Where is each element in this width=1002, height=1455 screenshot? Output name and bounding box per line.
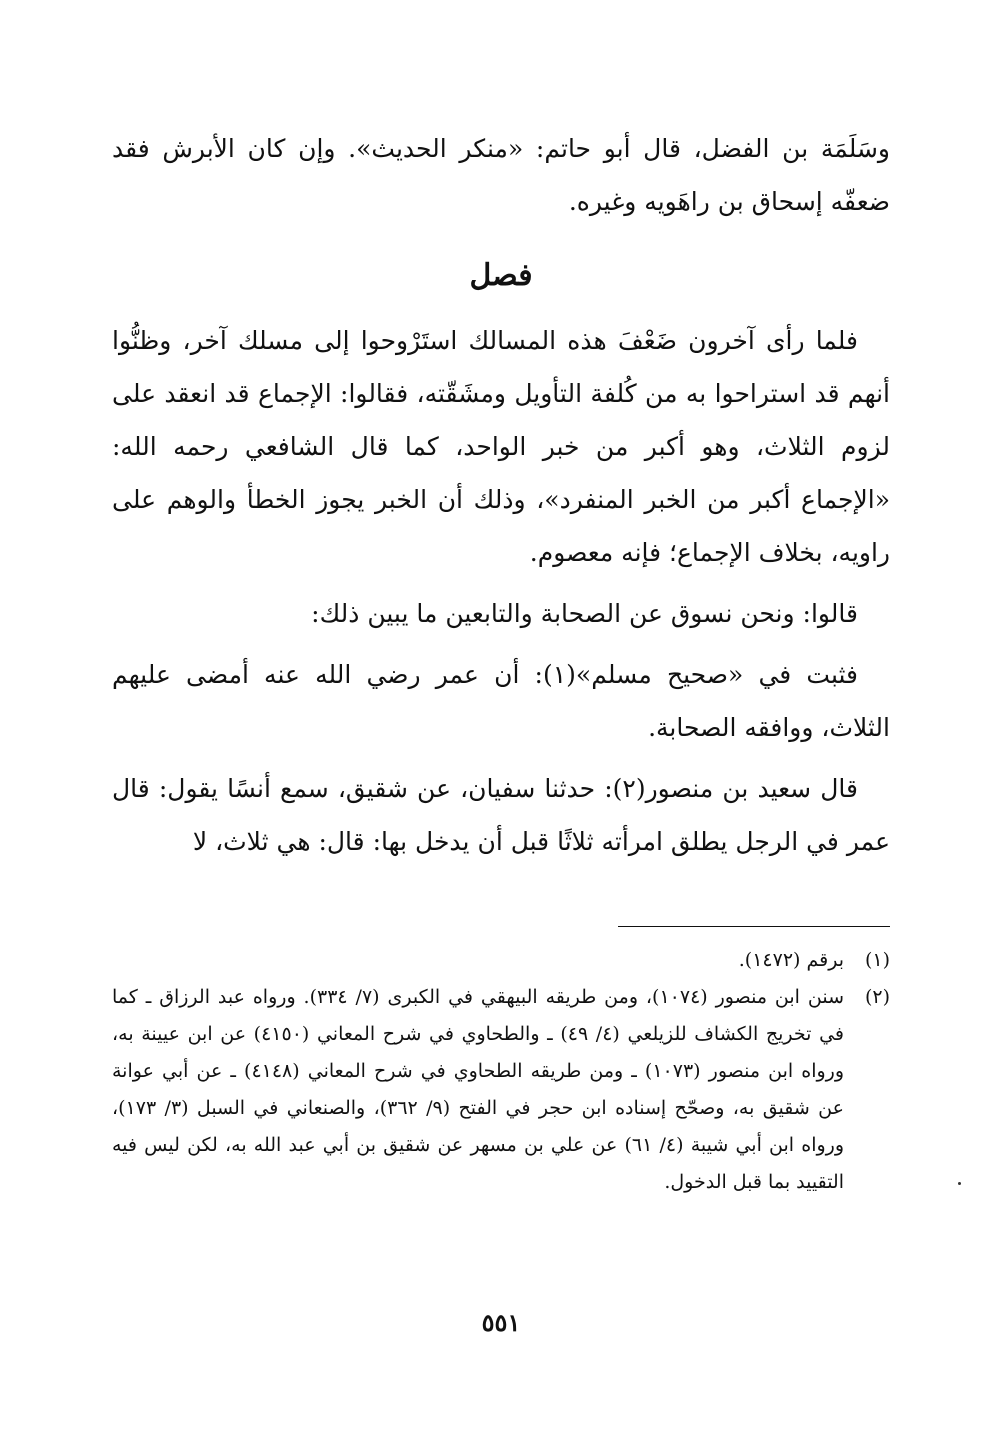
paragraph-5: قال سعيد بن منصور(٢): حدثنا سفيان، عن شقيق، سمع أنسًا يقول: قال عمر في الرجل يطلق امرأته ثلاثًا قبل أن يدخل بها: قال: هي ثلاث، لا: [112, 774, 890, 856]
footnote-2: [112, 979, 890, 1201]
footnote-1: [112, 942, 890, 979]
paragraph-4: فثبت في «صحيح مسلم»(١): أن عمر رضي الله عنه أمضى عليهم الثلاث، ووافقه الصحابة.: [112, 660, 890, 742]
paragraph-3: قالوا: ونحن نسوق عن الصحابة والتابعين ما يبين ذلك:: [311, 599, 858, 628]
footnote-text: سنن ابن منصور (١٠٧٤)، ومن طريقه البيهقي في الكبرى (٧/ ٣٣٤). ورواه عبد الرزاق ـ كما في تخريج الكشاف للزيلعي (٤/ ٤٩) ـ والطحاوي في شرح المعاني (٤١٥٠) عن ابن عيينة به، ورواه ابن منصور (١٠٧٣) ـ ومن طريقه الطحاوي في شرح المعاني (٤١٤٨) ـ عن أبي عوانة عن شقيق به، وصحّح إسناده ابن حجر في الفتح (٩/ ٣٦٢)، والصنعاني في السبل (٣/ ١٧٣)، ورواه ابن أبي شيبة (٤/ ٦١) عن علي بن مسهر عن شقيق بن أبي عبد الله به، لكن ليس فيه التقييد بما قبل الدخول.: [112, 986, 844, 1193]
section-heading: فصل: [469, 258, 533, 293]
footnote-separator: [618, 926, 890, 927]
footnotes: [112, 942, 890, 1201]
footnote-number: (٢): [864, 986, 890, 1008]
footnote-text: برقم (١٤٧٢).: [738, 949, 844, 971]
paragraph-2: فلما رأى آخرون ضَعْفَ هذه المسالك استَرْوحوا إلى مسلك آخر، وظنُّوا أنهم قد استراحوا به من كُلفة التأويل ومشَقّته، فقالوا: الإجماع قد انعقد على لزوم الثلاث، وهو أكبر من خبر الواحد، كما قال الشافعي رحمه الله: «الإجماع أكبر من الخبر المنفرد»، وذلك أن الخبر يجوز الخطأ والوهم على راويه، بخلاف الإجماع؛ فإنه معصوم.: [112, 326, 891, 567]
page-number: ٥٥١: [481, 1308, 521, 1337]
footnote-number: (١): [864, 949, 890, 971]
paragraph-1: وسَلَمَة بن الفضل، قال أبو حاتم: «منكر الحديث». وإن كان الأبرش فقد ضعفّه إسحاق بن راهَويه وغيره.: [112, 134, 890, 216]
scan-speck: [958, 1182, 961, 1185]
main-text: [112, 122, 890, 868]
